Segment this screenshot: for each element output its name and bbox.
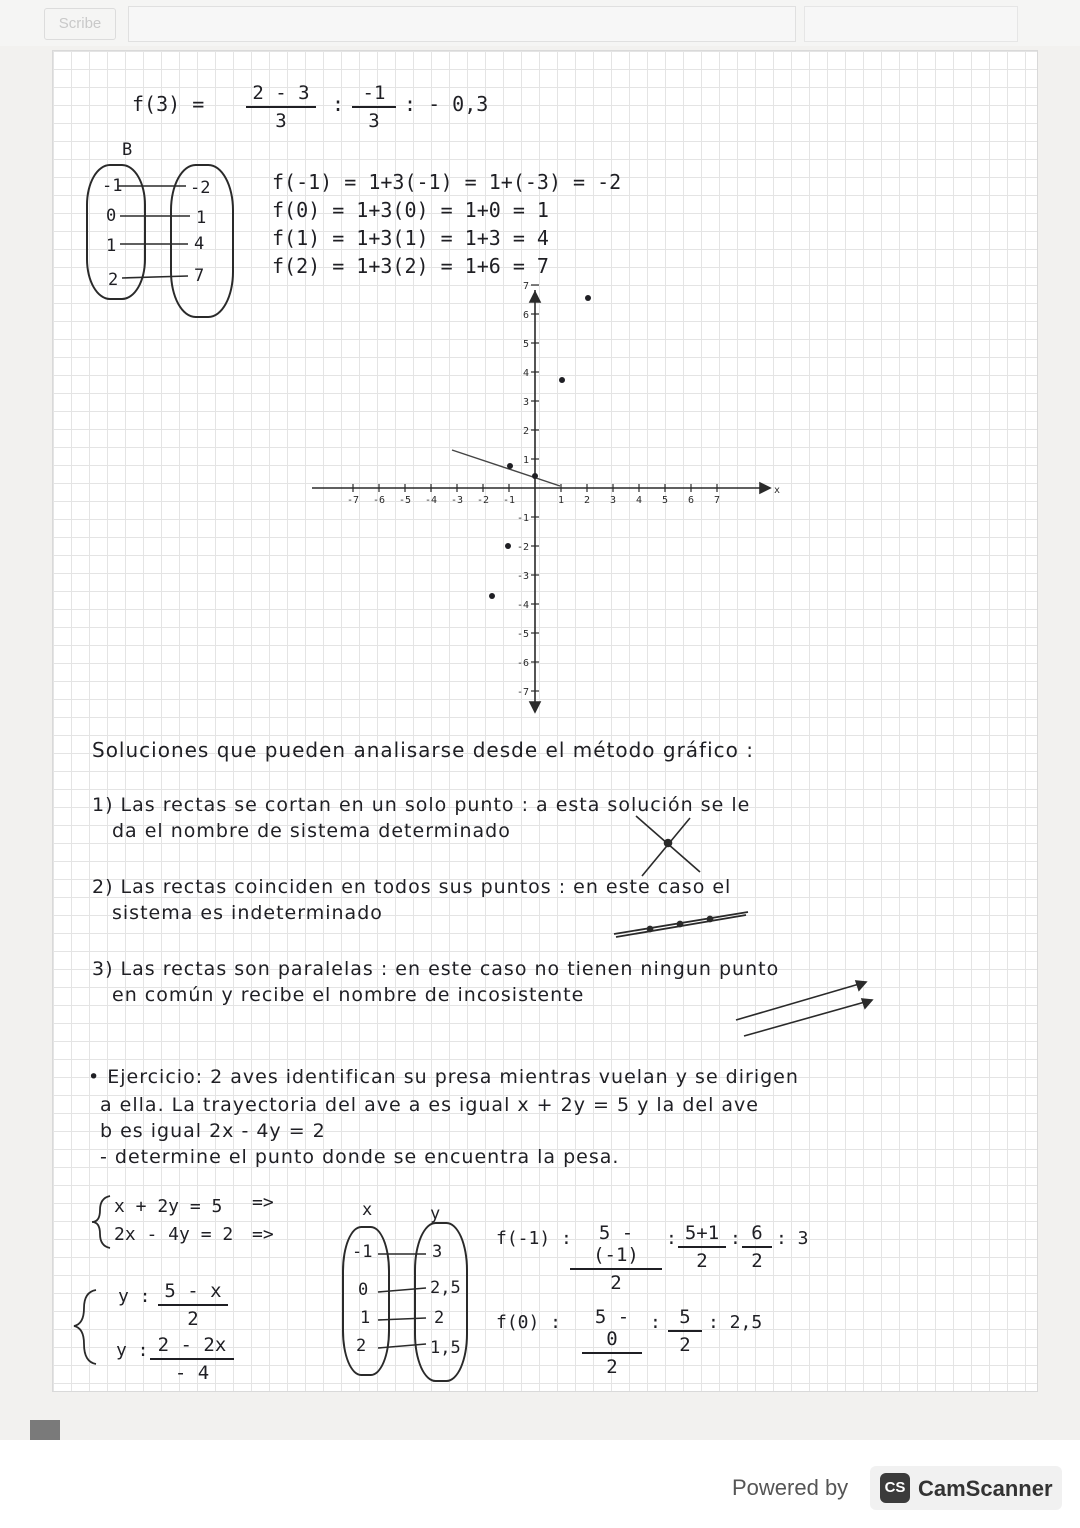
range-value: 3 xyxy=(432,1242,443,1262)
tick-label: -2 xyxy=(516,542,529,553)
exercise-line: - determine el punto donde se encuentra la pesa. xyxy=(100,1146,620,1168)
eval2-b-num: 5 - 0 xyxy=(582,1306,642,1354)
mapping-arrows xyxy=(118,186,190,278)
eval2-colon: : xyxy=(650,1312,661,1333)
coincident-lines-sketch xyxy=(614,912,748,937)
y1-fraction xyxy=(158,1280,228,1330)
tick-label: 4 xyxy=(522,368,529,379)
eval2-a-num2: 5+1 xyxy=(678,1222,726,1248)
solution-line: sistema es indeterminado xyxy=(112,902,383,924)
tick-label: -6 xyxy=(516,658,529,669)
parallel-lines-sketch xyxy=(736,981,872,1036)
tick-label: -7 xyxy=(516,687,529,698)
eval2-a-num: 5 - (-1) xyxy=(570,1222,662,1270)
tick-label: -6 xyxy=(372,495,386,506)
tick-label: 2 xyxy=(583,495,591,506)
eval2-a-frac3 xyxy=(742,1222,772,1272)
domain-value: 0 xyxy=(106,206,117,226)
sketch-point xyxy=(708,917,713,922)
tick-label: x xyxy=(774,485,781,496)
eval2-b-lhs: f(0) : xyxy=(496,1312,562,1333)
table2-head-x: x xyxy=(362,1200,373,1220)
tick-label: -5 xyxy=(516,629,529,640)
y1-lhs: y : xyxy=(118,1286,151,1307)
system-arrow: => xyxy=(252,1192,274,1213)
solution-line: 3) Las rectas son paralelas : en este caso no tienen ningun punto xyxy=(92,958,780,980)
sketch-point xyxy=(648,927,653,932)
f3-den: 3 xyxy=(275,110,287,132)
solution-line: 2) Las rectas coinciden en todos sus puntos : en este caso el xyxy=(92,876,732,898)
eval2-a-den3: 2 xyxy=(751,1250,763,1272)
tick-label: 1 xyxy=(522,455,529,466)
eval2-a-den2: 2 xyxy=(696,1250,708,1272)
y1-num: 5 - x xyxy=(158,1280,228,1306)
f3-lhs: f(3) = xyxy=(132,92,205,116)
arrowhead xyxy=(862,999,872,1008)
eval2-colon: : xyxy=(730,1228,741,1249)
f3-num2: -1 xyxy=(352,82,396,108)
exercise-line: b es igual 2x - 4y = 2 xyxy=(100,1120,326,1142)
domain-value: -1 xyxy=(352,1242,373,1262)
tick-label: -3 xyxy=(450,495,464,506)
eval2-a-frac2 xyxy=(678,1222,726,1272)
tick-label: 6 xyxy=(687,495,695,506)
eval2-b-den: 2 xyxy=(606,1356,618,1378)
f3-result: : - 0,3 xyxy=(404,92,489,116)
range-value: 7 xyxy=(194,266,205,286)
eval-row: f(1) = 1+3(1) = 1+3 = 4 xyxy=(272,226,549,250)
plot-point xyxy=(532,473,538,479)
eval2-a-result: : 3 xyxy=(776,1228,809,1249)
range-value: 1 xyxy=(196,208,207,228)
sketch-line xyxy=(736,982,866,1020)
solution-line: da el nombre de sistema determinado xyxy=(112,820,511,842)
brace xyxy=(92,1196,110,1248)
camscanner-logo-icon: CS xyxy=(880,1473,910,1503)
y2-lhs: y : xyxy=(116,1340,149,1361)
eval2-a-lhs: f(-1) : xyxy=(496,1228,572,1249)
range-value: 2 xyxy=(434,1308,445,1328)
eval2-b-num2: 5 xyxy=(668,1306,702,1332)
eval2-a-frac xyxy=(570,1222,662,1294)
mapping-arrow xyxy=(122,276,188,278)
eval-row: f(-1) = 1+3(-1) = 1+(-3) = -2 xyxy=(272,170,622,194)
eval-row: f(0) = 1+3(0) = 1+0 = 1 xyxy=(272,198,549,222)
crossing-lines-sketch xyxy=(636,816,700,876)
tick-label: -4 xyxy=(424,495,438,506)
eval2-b-result: : 2,5 xyxy=(708,1312,763,1333)
solutions-title: Soluciones que pueden analisarse desde el método gráfico : xyxy=(92,738,754,762)
graph1-line xyxy=(452,450,560,486)
domain-value: 2 xyxy=(356,1336,367,1356)
camscanner-brand: CamScanner xyxy=(918,1476,1053,1501)
tick-label: -7 xyxy=(346,495,360,506)
domain-value: 1 xyxy=(360,1308,371,1328)
powered-by-text: Powered by xyxy=(732,1475,849,1500)
y-axis-arrow xyxy=(530,702,540,712)
table2-head-y: y xyxy=(430,1204,441,1224)
solution-line: en común y recibe el nombre de incosistente xyxy=(112,984,585,1006)
f3-num: 2 - 3 xyxy=(246,82,316,108)
system-eq2: 2x - 4y = 2 xyxy=(114,1224,234,1245)
range-value: -2 xyxy=(190,178,211,198)
y2-fraction xyxy=(150,1334,234,1384)
tick-label: 2 xyxy=(522,426,529,437)
tick-label: -1 xyxy=(516,513,529,524)
eval2-b-frac xyxy=(582,1306,642,1378)
f3-den2: 3 xyxy=(368,110,380,132)
eval2-a-den: 2 xyxy=(610,1272,622,1294)
eval2-a-num3: 6 xyxy=(742,1222,772,1248)
mapping-head: B xyxy=(122,140,133,160)
sketch-line xyxy=(744,1000,872,1036)
eval2-b-den2: 2 xyxy=(679,1334,691,1356)
plot-point xyxy=(489,593,495,599)
plot-point xyxy=(505,543,511,549)
scribe-button[interactable]: Scribe xyxy=(44,8,116,40)
tick-label: -4 xyxy=(516,600,529,611)
eval-row: f(2) = 1+3(2) = 1+6 = 7 xyxy=(272,254,549,278)
graph1-points xyxy=(489,295,591,599)
domain-value: 2 xyxy=(108,270,119,290)
eval2-b-frac2 xyxy=(668,1306,702,1356)
tick-label: 6 xyxy=(522,310,529,321)
tick-label: 3 xyxy=(609,495,617,506)
tick-label: 7 xyxy=(522,281,529,292)
brace xyxy=(74,1290,96,1364)
tick-label: -2 xyxy=(476,495,490,506)
range-value: 1,5 xyxy=(430,1338,461,1358)
domain-value: -1 xyxy=(102,176,123,196)
y1-den: 2 xyxy=(187,1308,199,1330)
tick-label: 5 xyxy=(522,339,529,350)
camscanner-badge[interactable] xyxy=(870,1466,1062,1510)
tick-label: -5 xyxy=(398,495,412,506)
exercise-line: • Ejercicio: 2 aves identifican su presa mientras vuelan y se dirigen xyxy=(88,1066,799,1088)
tick-label: -3 xyxy=(516,571,529,582)
system-brace xyxy=(74,1196,110,1364)
tick-label: 4 xyxy=(635,495,643,506)
arrowhead xyxy=(856,981,866,990)
plot-point xyxy=(559,377,565,383)
system-arrow: => xyxy=(252,1224,274,1245)
system-eq1: x + 2y = 5 xyxy=(114,1196,223,1217)
plot-point xyxy=(507,463,513,469)
f3-colon: : xyxy=(332,92,345,116)
tick-label: -1 xyxy=(502,495,516,506)
tick-label: 7 xyxy=(713,495,721,506)
y2-den: - 4 xyxy=(174,1362,210,1384)
exercise-line: a ella. La trayectoria del ave a es igual x + 2y = 5 y la del ave xyxy=(100,1094,759,1116)
y2-num: 2 - 2x xyxy=(150,1334,234,1360)
eval2-colon: : xyxy=(666,1228,677,1249)
intersection-point xyxy=(665,840,672,847)
plot-point xyxy=(585,295,591,301)
range-value: 4 xyxy=(194,234,205,254)
tick-label: 3 xyxy=(522,397,529,408)
range-value: 2,5 xyxy=(430,1278,461,1298)
tick-label: 1 xyxy=(557,495,565,506)
y-axis-arrow-top xyxy=(530,292,540,302)
domain-value: 0 xyxy=(358,1280,369,1300)
x-axis-arrow xyxy=(760,483,770,493)
domain-value: 1 xyxy=(106,236,117,256)
sketch-point xyxy=(678,922,683,927)
graph1-ticks xyxy=(347,281,780,698)
tick-label: 5 xyxy=(661,495,669,506)
solution-line: 1) Las rectas se cortan en un solo punto : a esta solución se le xyxy=(92,794,751,816)
